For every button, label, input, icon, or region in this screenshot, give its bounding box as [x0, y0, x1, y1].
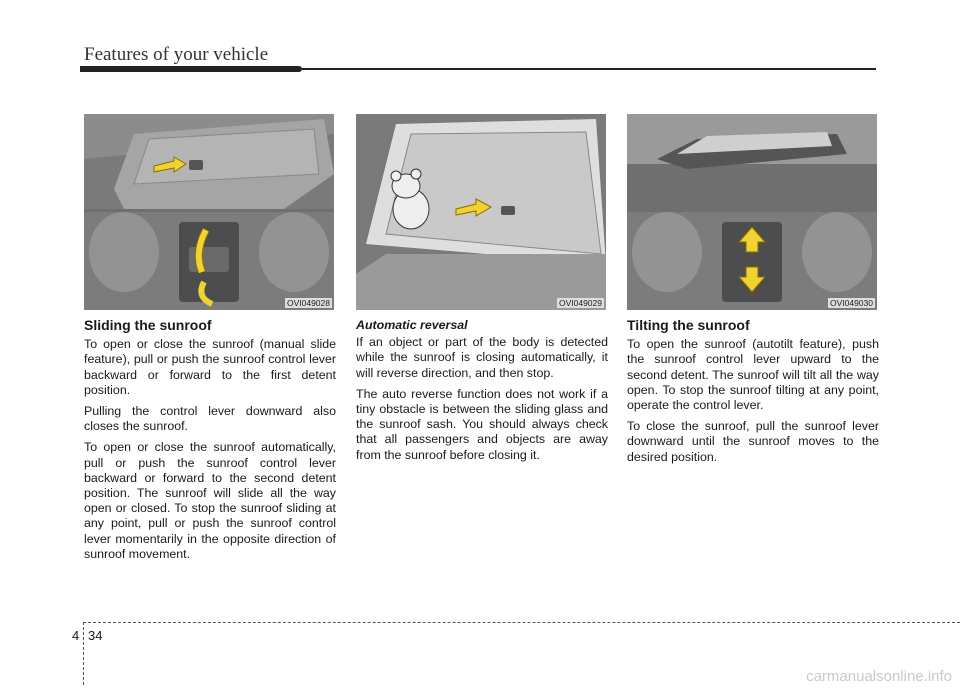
page-number: 34 [88, 628, 103, 643]
section-title: Sliding the sunroof [84, 317, 212, 333]
section-tilting [627, 318, 879, 471]
control-lever-photo [84, 212, 334, 310]
paragraph: To open or close the sunroof automatically, pull or push the sunroof control lever backward or forward to the second detent position. The sunroof will slide all the way open or closed. To stop the sunroof sliding at any point, pull or push the sunroof control lever momentarily in the opposite direction of sunroof movement. [84, 440, 336, 561]
figure-auto-reversal [356, 114, 606, 310]
figure-code: OVI049030 [829, 298, 873, 308]
figure-code: OVI049029 [558, 298, 602, 308]
roof-tilt-photo [627, 114, 877, 209]
header-rule [80, 66, 876, 72]
paragraph: The auto reverse function does not work if a tiny obstacle is between the sliding glass and the sunroof sash. You should always check that all passengers and objects are away from the sunroof before closing it. [356, 386, 608, 462]
footer-rule [83, 622, 960, 623]
footer-divider [83, 622, 84, 685]
headliner-photo [84, 114, 334, 209]
figure-code: OVI049028 [286, 298, 330, 308]
page-header-title: Features of your vehicle [84, 44, 269, 65]
paragraph: Pulling the control lever downward also closes the sunroof. [84, 404, 336, 434]
paragraph: To close the sunroof, pull the sunroof lever downward until the sunroof moves to the desired position. [627, 419, 879, 464]
paragraph: To open or close the sunroof (manual slide feature), pull or push the sunroof control lever backward or forward to the first detent position. [84, 337, 336, 397]
chapter-number: 4 [72, 628, 80, 643]
section-sliding [84, 318, 336, 568]
figure-sliding [84, 114, 334, 310]
section-auto-reversal [356, 318, 608, 469]
control-lever-photo [627, 212, 877, 310]
section-title: Tilting the sunroof [627, 317, 750, 333]
watermark: carmanualsonline.info [806, 668, 952, 685]
figure-tilting [627, 114, 877, 310]
subsection-title: Automatic reversal [356, 318, 468, 332]
paragraph: If an object or part of the body is detected while the sunroof is closing automatically, it will reverse direction, and then stop. [356, 335, 608, 380]
paragraph: To open the sunroof (autotilt feature), push the sunroof control lever upward to the second detent. The sunroof will tilt all the way open. To stop the sunroof tilting at any point, operate the control lever. [627, 337, 879, 413]
